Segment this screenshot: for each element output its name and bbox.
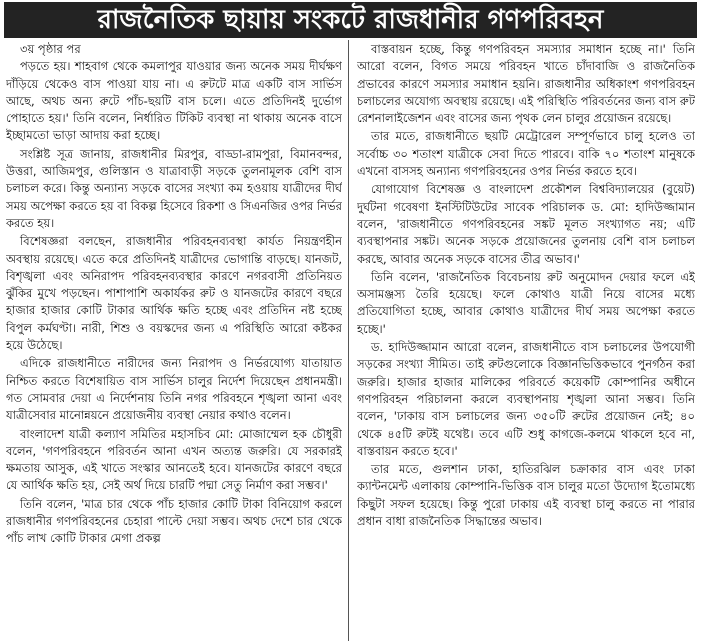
article-paragraph: এদিকে রাজধানীতে নারীদের জন্য নিরাপদ ও নির্ভরযোগ্য যাতায়াত নিশ্চিত করতে বিশেষায়িত বাস সার্ভিস চালুর নির্দেশ দিয়েছেন প্রধানমন্ত্রী। গত সোমবার দেয়া এ নির্দেশনায় তিনি নগর পরিবহনে শৃঙ্খলা আনা এবং যাত্রীসেবার মানোন্নয়নে প্রয়োজনীয় ব্যবস্থা নেয়ার কথাও বলেন।: [6, 356, 342, 423]
article-paragraph: বাস্তবায়ন হচ্ছে, কিন্তু গণপরিবহন সমস্যার সমাধান হচ্ছে না।' তিনি আরো বলেন, বিগত সময়ে পরিবহন খাতে চাঁদাবাজি ও রাজনৈতিক প্রভাবের কারণে সমস্যার সমাধান হয়নি। রাজধানীর অধিকাংশ গণপরিবহন চলাচলের অযোগ্য অবস্থায় রয়েছে। এই পরিস্থিতি পরিবর্তনের জন্য বাস রুট রেশনালাইজেশন এবং বাসের জন্য পৃথক লেন চালুর প্রয়োজন রয়েছে।: [357, 42, 695, 126]
article-column-right: [357, 41, 695, 641]
article-paragraph: বাংলাদেশ যাত্রী কল্যাণ সমিতির মহাসচিব মো: মোজাম্মেল হক চৌধুরী বলেন, 'গণপরিবহনে পরিবর্তন আনা এখন অত্যন্ত জরুরি। যে সরকারই ক্ষমতায় আসুক, এই খাতে সংস্কার আনতেই হবে। যানজটের কারণে বছরে যে আর্থিক ক্ষতি হয়, সেই অর্থ দিয়ে চারটি পদ্মা সেতু নির্মাণ করা সম্ভব।': [6, 426, 342, 493]
article-column-left: [6, 41, 342, 641]
article-paragraph: তার মতে, গুলশান ঢাকা, হাতিরঝিল চক্রাকার বাস এবং ঢাকা ক্যান্টনমেন্ট এলাকায় কোম্পানি-ভিত্তিক বাস চালুর মতো উদ্যোগ ইতোমধ্যে কিছুটা সফল হয়েছে। কিন্তু পুরো ঢাকায় এই ব্যবস্থা চালু করতে না পারার প্রধান বাধা রাজনৈতিক সিদ্ধান্তের অভাব।: [357, 462, 695, 529]
article-paragraph: সংশ্লিষ্ট সূত্র জানায়, রাজধানীর মিরপুর, বাড্ডা-রামপুরা, বিমানবন্দর, উত্তরা, আজিমপুর, গুলিস্তান ও যাত্রাবাড়ী সড়কে তুলনামূলক বেশি বাস চলাচল করে। কিন্তু অন্যান্য সড়কে বাসের সংখ্যা কম হওয়ায় যাত্রীদের দীর্ঘ সময় অপেক্ষা করতে হয় বা বিকল্প হিসেবে রিকশা ও সিএনজির ওপর নির্ভর করতে হয়।: [6, 146, 342, 230]
article-paragraph: ড. হাদিউজ্জামান আরো বলেন, রাজধানীতে বাস চলাচলের উপযোগী সড়কের সংখ্যা সীমিত। তাই রুটগুলোকে বিজ্ঞানভিত্তিকভাবে পুনর্গঠন করা জরুরি। হাজার হাজার মালিকের পরিবর্তে কয়েকটি কোম্পানির অধীনে গণপরিবহন পরিচালনা করলে ব্যবস্থাপনায় শৃঙ্খলা আনা সম্ভব। তিনি বলেন, 'ঢাকায় বাস চলাচলের জন্য ৩৫০টি রুটের প্রয়োজন নেই; ৪০ থেকে ৪৫টি রুটই যথেষ্ট। তবে এটি শুধু কাগজে-কলমে থাকলে হবে না, বাস্তবায়ন করতে হবে।': [357, 340, 695, 458]
article-paragraph: পড়তে হয়। শাহবাগ থেকে কমলাপুর যাওয়ার জন্য অনেক সময় দীর্ঘক্ষণ দাঁড়িয়ে থেকেও বাস পাওয়া যায় না। এ রুটটে মাত্র একটি বাস সার্ভিস আছে, অথচ অন্য রুটে পাঁচ-ছয়টি বাস চলে। এতে প্রতিদিনই দুর্ভোগ পোহাতে হয়।' তিনি বলেন, নির্ধারিত টিকিট ব্যবস্থা না থাকায় অনেক বাসে ইচ্ছামতো ভাড়া আদায় করা হচ্ছে।: [6, 59, 342, 143]
article-paragraph: তিনি বলেন, 'মাত্র চার থেকে পাঁচ হাজার কোটি টাকা বিনিয়োগ করলে রাজধানীর গণপরিবহনের চেহারা পাল্টে দেয়া সম্ভব। অথচ দেশে চার থেকে পাঁচ লাখ কোটি টাকার মেগা প্রকল্প: [6, 496, 342, 546]
article-paragraph: তার মতে, রাজধানীতে ছয়টি মেট্রোরেল সম্পূর্ণভাবে চালু হলেও তা সর্বোচ্চ ৩০ শতাংশ যাত্রীকে সেবা দিতে পারবে। বাকি ৭০ শতাংশ মানুষকে এখনো বাসসহ অন্যান্য গণপরিবহনের ওপর নির্ভর করতে হবে।: [357, 129, 695, 179]
continuation-note: ৩য় পৃষ্ঠার পর: [20, 42, 81, 56]
article-paragraph: তিনি বলেন, 'রাজনৈতিক বিবেচনায় রুট অনুমোদন দেয়ার ফলে এই অসামঞ্জস্য তৈরি হয়েছে। ফলে কোথাও যাত্রী নিয়ে বাসের মধ্যে প্রতিযোগিতা হচ্ছে, আবার কোথাও যাত্রীদের দীর্ঘ সময় অপেক্ষা করতে হচ্ছে।': [357, 269, 695, 336]
article-paragraph: বিশেষজ্ঞরা বলছেন, রাজধানীর পরিবহনব্যবস্থা কার্যত নিয়ন্ত্রণহীন অবস্থায় রয়েছে। এতে করে প্রতিদিনই যাত্রীদের ভোগান্তি বাড়ছে। যানজট, বিশৃঙ্খলা এবং অনিরাপদ পরিবহনব্যবস্থার কারণে নগরবাসী প্রতিনিয়ত ঝুঁকির মুখে পড়ছেন। পাশাপাশি অকার্যকর রুট ও যানজটের কারণে বছরে হাজার হাজার কোটি টাকার আর্থিক ক্ষতি হচ্ছে এবং প্রতিদিন নষ্ট হচ্ছে বিপুল কর্মঘণ্টা। নারী, শিশু ও বয়স্কদের জন্য এ পরিস্থিতি আরো কষ্টকর হয়ে উঠেছে।: [6, 234, 342, 353]
article-paragraph: যোগাযোগ বিশেষজ্ঞ ও বাংলাদেশ প্রকৌশল বিশ্ববিদ্যালয়ের (বুয়েট) দুর্ঘটনা গবেষণা ইনস্টিটিউটের সাবেক পরিচালক ড. মো: হাদিউজ্জামান বলেন, 'রাজধানীতে গণপরিবহনের সঙ্কট মূলত সংখ্যাগত নয়; এটি ব্যবস্থাপনার সঙ্কট। অনেক সড়কে প্রয়োজনের তুলনায় বেশি বাস চলাচল করছে, আবার অনেক সড়কে বাসের তীব্র অভাব।': [357, 182, 695, 266]
column-divider: [348, 40, 349, 641]
headline-banner: রাজনৈতিক ছায়ায় সংকটে রাজধানীর গণপরিবহন: [4, 2, 697, 38]
